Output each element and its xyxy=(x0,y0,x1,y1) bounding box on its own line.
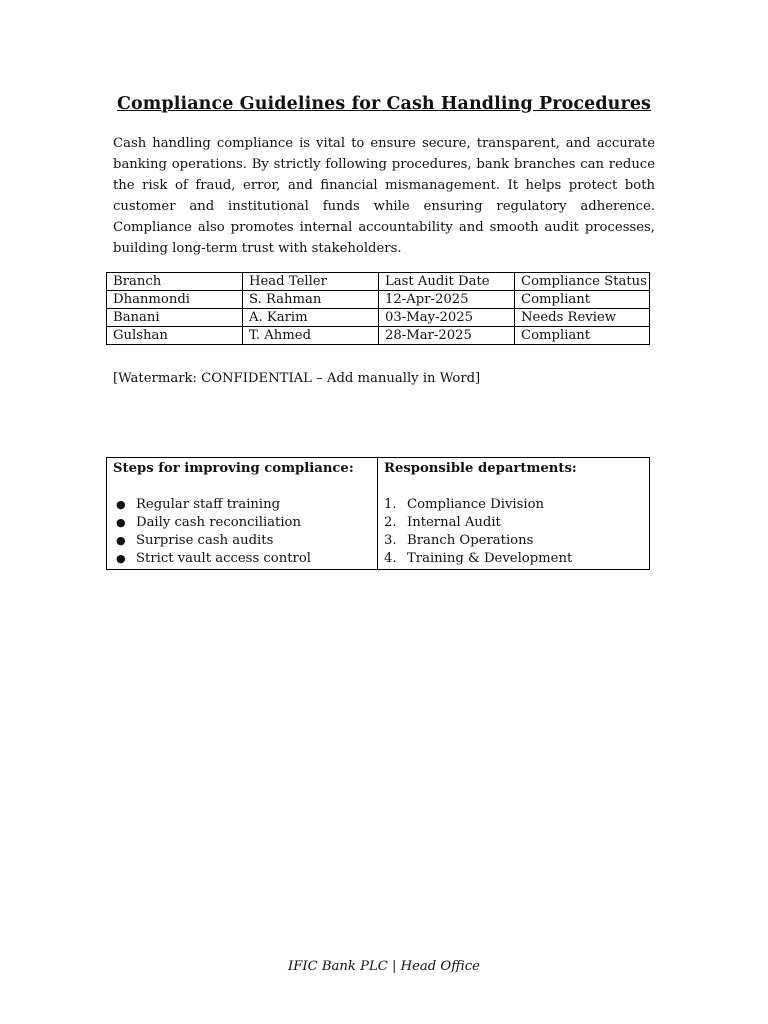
table-cell: Needs Review xyxy=(515,309,650,327)
list-item-label: Regular staff training xyxy=(136,497,281,512)
list-item xyxy=(384,550,643,568)
intro-paragraph: Cash handling compliance is vital to ensure secure, transparent, and accurate banking operations. By strictly following procedures, bank branches can reduce the risk of fraud, error, and financial mismanagement. It helps protect both customer and institutional funds while ensuring regulatory adherence. Compliance also promotes internal accountability and smooth audit processes, building long-term trust with stakeholders. xyxy=(113,136,655,256)
list-item xyxy=(113,514,371,532)
table-cell: A. Karim xyxy=(243,309,379,327)
list-item xyxy=(113,532,371,550)
bullet-icon: ● xyxy=(116,516,126,529)
table-cell: S. Rahman xyxy=(243,291,379,309)
list-item-label: Training & Development xyxy=(407,551,573,566)
departments-heading: Responsible departments: xyxy=(384,461,577,476)
table-cell: T. Ahmed xyxy=(243,327,379,345)
list-item-label: Surprise cash audits xyxy=(136,533,274,548)
steps-table xyxy=(106,457,650,570)
table-cell: Compliant xyxy=(515,327,650,345)
list-item-label: Compliance Division xyxy=(407,497,545,512)
departments-list xyxy=(384,496,643,568)
page-title: Compliance Guidelines for Cash Handling Procedures xyxy=(116,94,651,114)
table-row xyxy=(107,327,650,345)
steps-cell xyxy=(107,458,378,570)
list-item xyxy=(113,550,371,568)
list-item-label: Strict vault access control xyxy=(136,551,311,566)
table-cell: Gulshan xyxy=(107,327,243,345)
list-item-label: Daily cash reconciliation xyxy=(136,515,301,530)
page-footer: IFIC Bank PLC | Head Office xyxy=(288,959,480,974)
list-item-label: Branch Operations xyxy=(407,533,534,548)
list-number: 2. xyxy=(384,515,397,530)
table-cell: 12-Apr-2025 xyxy=(379,291,515,309)
header-cell-last-audit-date: Last Audit Date xyxy=(379,273,515,291)
list-number: 4. xyxy=(384,551,397,566)
list-item xyxy=(384,532,643,550)
table-cell: Banani xyxy=(107,309,243,327)
table-row xyxy=(107,291,650,309)
departments-cell xyxy=(378,458,650,570)
steps-heading: Steps for improving compliance: xyxy=(113,461,354,476)
list-item-label: Internal Audit xyxy=(407,515,501,530)
bullet-icon: ● xyxy=(116,534,126,547)
table-cell: Dhanmondi xyxy=(107,291,243,309)
list-item xyxy=(384,496,643,514)
list-number: 3. xyxy=(384,533,397,548)
header-cell-head-teller: Head Teller xyxy=(243,273,379,291)
audit-table xyxy=(106,272,650,345)
list-item xyxy=(113,496,371,514)
steps-list xyxy=(113,496,371,568)
list-number: 1. xyxy=(384,497,397,512)
table-header-row xyxy=(107,273,650,291)
table-cell: 03-May-2025 xyxy=(379,309,515,327)
watermark-note: [Watermark: CONFIDENTIAL – Add manually in Word] xyxy=(113,371,481,386)
header-cell-compliance-status: Compliance Status xyxy=(515,273,650,291)
bullet-icon: ● xyxy=(116,498,126,511)
bullet-icon: ● xyxy=(116,552,126,565)
table-cell: Compliant xyxy=(515,291,650,309)
table-cell: 28-Mar-2025 xyxy=(379,327,515,345)
table-row xyxy=(107,309,650,327)
list-item xyxy=(384,514,643,532)
header-cell-branch: Branch xyxy=(107,273,243,291)
